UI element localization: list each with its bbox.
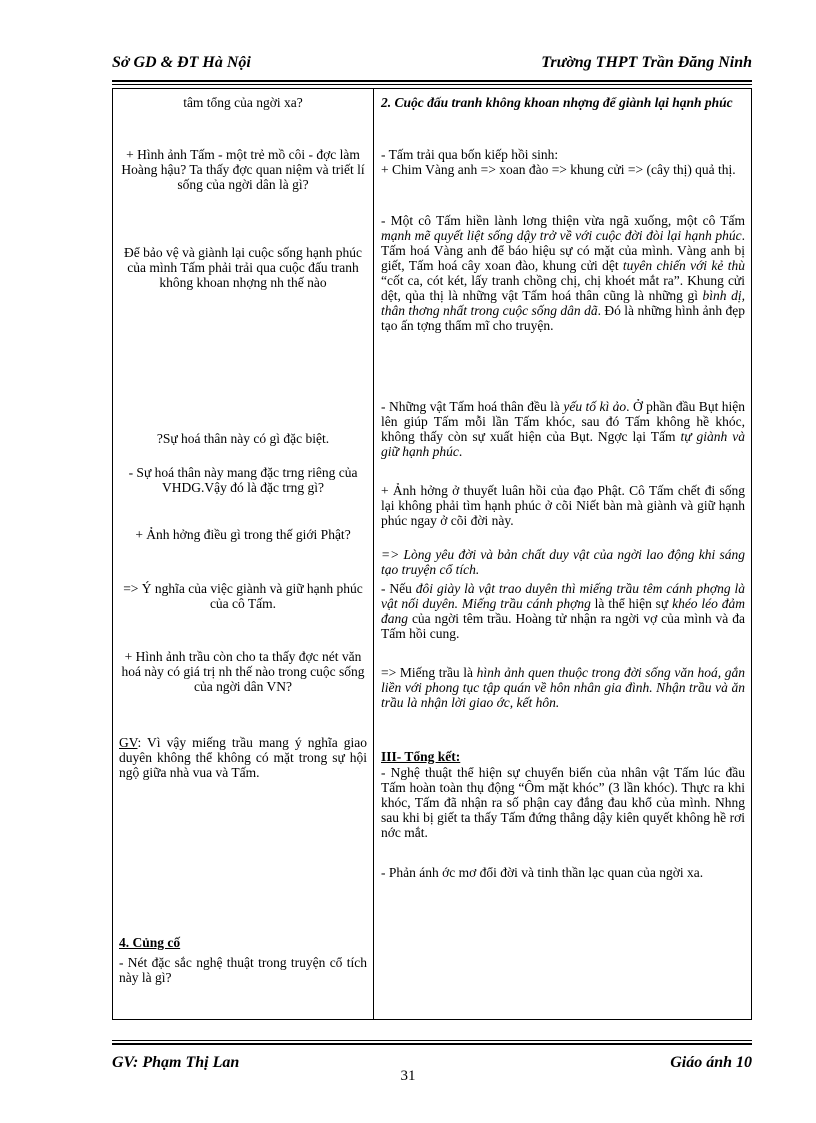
question-3: Để bảo vệ và giành lại cuộc sống hạnh phúc của mình Tấm phải trải qua cuộc đấu tranh không khoan nhợng nh thế nào [123,245,363,290]
page-header [112,52,752,78]
answer-conclusion-1: => Lòng yêu đời và bản chất duy vật của ngời lao động khi sáng tạo truyện cổ tích. [381,547,745,577]
question-4: ?Sự hoá thân này có gì đặc biệt. [156,431,330,446]
question-6: + Ảnh hởng điều gì trong thế giới Phật? [135,527,351,542]
lesson-table [112,88,752,1020]
answer-betel-symbol: - Nếu đôi giày là vật trao duyên thì miếng trầu têm cánh phợng là vật nối duyên. Miếng trầu cánh phợng là thể hiện sự khéo léo đảm đang của ngời têm trầu. Hoàng tử nhận ra ngời vợ của mình và đa Tấm hồi cung. [381,581,745,641]
answer-transformation: - Một cô Tấm hiền lành lơng thiện vừa ngã xuống, một cô Tấm mạnh mẽ quyết liệt sống dậy trở về với cuộc đời đòi lại hạnh phúc. Tấm hoá Vàng anh để báo hiệu sự có mặt của mình. Vàng anh bị giết, Tấm hoá cây xoan đào, khung cửi dệt tuyên chiến với kẻ thù “cốt ca, cót két, lấy tranh chồng chị, chị khoét mắt ra”. Khung cửi dệt, qủa thị là những vật Tấm hoá thân cũng là những gì bình dị, thân thơng nhất trong cuộc sống dân dã. Đó là những hình ảnh đẹp tạo ấn tợng thẩm mĩ cho truyện. [381,213,745,333]
answer-magic-element: - Những vật Tấm hoá thân đều là yếu tố kì ảo. Ở phần đầu Bụt hiện lên giúp Tấm mỗi lần Tấm khóc, sau đó Tấm không hề khóc, không thấy còn sự xuất hiện của Bụt. Ngợc lại Tấm tự giành và giữ hạnh phúc. [381,399,746,459]
header-school-name: Trường THPT Trần Đăng Ninh [541,54,752,71]
question-8: + Hình ảnh trầu còn cho ta thấy đợc nét văn hoá này có giá trị nh thế nào trong cuộc sống của ngời dân VN? [121,649,365,694]
summary-art: - Nghệ thuật thể hiện sự chuyển biến của nhân vật Tấm lúc đầu Tấm hoàn toàn thụ động “Ôm mặt khóc” (3 lần khóc). Thực ra khi khóc, Tấm đã nhận ra số phận cay đắng đau khổ của mình. Nhng sau khi bị giết ta thấy Tấm đứng thẳng dậy kiên quyết không hề rơi nớc mắt. [381,765,745,840]
question-7: => Ý nghĩa của việc giành và giữ hạnh phúc của cô Tấm. [123,581,363,611]
footer-subject: Giáo ánh 10 [670,1054,752,1071]
header-rule [112,80,752,82]
consolidation-question: - Nét đặc sắc nghệ thuật trong truyện cổ tích này là gì? [119,955,367,985]
teacher-note-label: GV [119,735,138,750]
footer-teacher: GV: Phạm Thị Lan [112,1054,240,1071]
header-school-dept: Sở GD & ĐT Hà Nội [112,54,251,71]
column-divider [373,89,374,1019]
summary-content: - Phản ánh ớc mơ đổi đời và tinh thần lạc quan của ngời xa. [381,865,704,880]
question-5: - Sự hoá thân này mang đặc trng riêng của VHDG.Vậy đó là đặc trng gì? [128,465,358,495]
footer-rule [112,1043,752,1045]
section-heading: 2. Cuộc đấu tranh không khoan nhợng để giành lại hạnh phúc [381,95,733,110]
header-rule-thin [112,84,752,85]
teacher-note-text: : Vì vậy miếng trầu mang ý nghĩa giao duyên không thể không có mặt trong sự hội ngộ giữa nhà vua và Tấm. [119,735,367,780]
footer-rule-thin [112,1040,752,1041]
answer-rebirths-list: + Chim Vàng anh => xoan đào => khung cửi => (cây thị) quả thị. [381,162,736,177]
consolidation-title: 4. Củng cố [119,935,181,950]
teacher-note [119,735,367,780]
answer-rebirths-intro: - Tấm trải qua bốn kiếp hồi sinh: [381,147,559,162]
question-1: tâm tổng của ngời xa? [183,95,303,110]
answer-conclusion-2: => Miếng trầu là hình ảnh quen thuộc trong đời sống văn hoá, gắn liền với phong tục tập quán về hôn nhân gia đình. Nhận trầu và ăn trầu là nhận lời giao ớc, kết hôn. [381,665,745,710]
summary-title: III- Tổng kết: [381,749,461,764]
question-2: + Hình ảnh Tấm - một trẻ mồ côi - đợc làm Hoàng hậu? Ta thấy đợc quan niệm và triết lí sống của ngời dân là gì? [121,147,365,192]
page-number: 31 [400,1068,416,1084]
answer-buddhism-influence: + Ảnh hởng ở thuyết luân hồi của đạo Phật. Cô Tấm chết đi sống lại không phải tìm hạnh phúc ở cõi Niết bàn mà giành và giữ hạnh phúc ngay ở cõi đời này. [381,483,745,528]
